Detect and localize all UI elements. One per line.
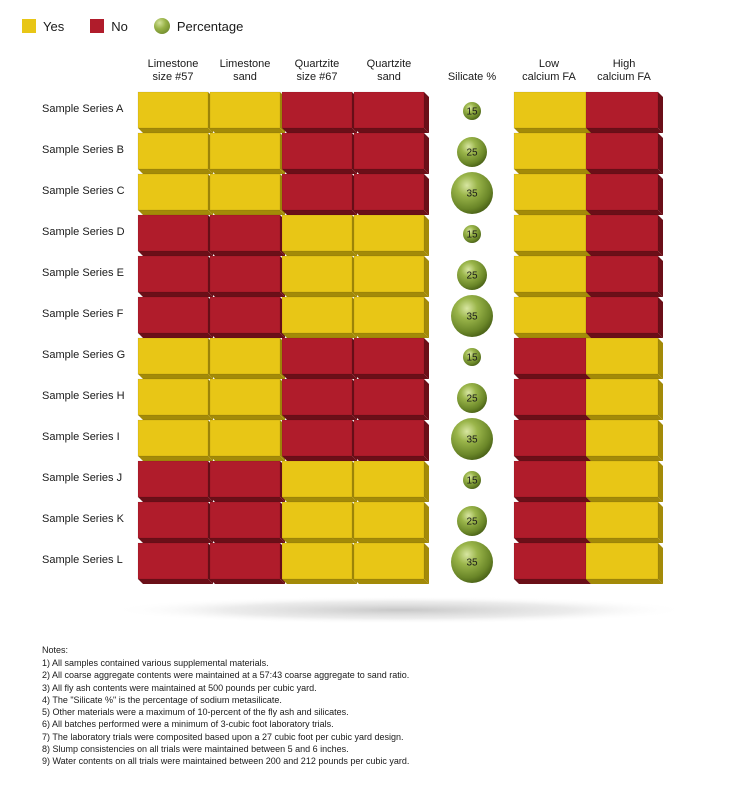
cell-aggregate-2	[210, 297, 285, 338]
row-label: Sample Series D	[42, 226, 125, 238]
cell-high-calcium-fa	[586, 420, 663, 461]
cell-low-calcium-fa	[514, 297, 591, 338]
row-label: Sample Series F	[42, 308, 124, 320]
row-label: Sample Series G	[42, 349, 126, 361]
cell-aggregate-2	[210, 420, 285, 461]
note-item: 1) All samples contained various supplemental materials.	[42, 658, 269, 668]
cell-aggregate-4	[354, 420, 429, 461]
cell-aggregate-4	[354, 297, 429, 338]
cell-low-calcium-fa	[514, 461, 591, 502]
header-quartzite-67: Quartzite size #67	[294, 58, 340, 83]
note-item: 2) All coarse aggregate contents were maintained at a 57:43 coarse aggregate to sand ratio.	[42, 670, 410, 681]
cell-aggregate-3	[282, 543, 357, 584]
cell-aggregate-3	[282, 297, 357, 338]
note-item: 3) All fly ash contents were maintained at 500 pounds per cubic yard.	[42, 682, 317, 693]
cell-aggregate-3	[282, 256, 357, 297]
silicate-value-label: 25	[466, 147, 478, 159]
notes-list	[42, 657, 409, 768]
cell-aggregate-3	[282, 338, 357, 379]
cell-low-calcium-fa	[514, 92, 591, 133]
cell-aggregate-1	[138, 92, 213, 133]
cell-aggregate-3	[282, 133, 357, 174]
silicate-value-label: 15	[466, 475, 478, 487]
row-label: Sample Series I	[42, 431, 120, 443]
header-low-calcium-fa: Low calcium FA	[522, 58, 576, 83]
silicate-value-label: 25	[466, 516, 478, 528]
floor-shadow	[110, 596, 690, 624]
cell-high-calcium-fa	[586, 461, 663, 502]
header-high-calcium-fa: High calcium FA	[597, 58, 651, 83]
cell-aggregate-4	[354, 215, 429, 256]
cell-aggregate-3	[282, 215, 357, 256]
cell-aggregate-1	[138, 379, 213, 420]
cell-high-calcium-fa	[586, 297, 663, 338]
cell-aggregate-1	[138, 502, 213, 543]
silicate-value-label: 35	[466, 311, 478, 323]
cell-aggregate-4	[354, 174, 429, 215]
cell-low-calcium-fa	[514, 379, 591, 420]
row-label: Sample Series J	[42, 472, 123, 484]
row-label: Sample Series H	[42, 390, 125, 402]
cell-aggregate-4	[354, 338, 429, 379]
cell-high-calcium-fa	[586, 174, 663, 215]
cell-high-calcium-fa	[586, 543, 663, 584]
silicate-value-label: 15	[466, 106, 478, 118]
silicate-value-label: 25	[466, 270, 478, 282]
cell-aggregate-1	[138, 256, 213, 297]
cell-aggregate-2	[210, 174, 285, 215]
cell-low-calcium-fa	[514, 420, 591, 461]
cell-low-calcium-fa	[514, 256, 591, 297]
notes-title: Notes:	[42, 645, 69, 655]
header-limestone-sand: Limestone sand	[219, 58, 271, 83]
cell-low-calcium-fa	[514, 174, 591, 215]
cell-aggregate-4	[354, 92, 429, 133]
legend-yes-label: Yes	[43, 18, 65, 34]
cell-aggregate-4	[354, 502, 429, 543]
cell-aggregate-2	[210, 92, 285, 133]
cell-aggregate-2	[210, 256, 285, 297]
cell-aggregate-4	[354, 461, 429, 502]
row-label: Sample Series B	[42, 144, 124, 156]
cell-aggregate-1	[138, 297, 213, 338]
row-label: Sample Series C	[42, 185, 125, 197]
note-item: 6) All batches performed were a minimum of 3-cubic foot laboratory trials.	[42, 719, 334, 730]
cell-aggregate-1	[138, 338, 213, 379]
legend-percentage-label: Percentage	[176, 18, 244, 34]
cell-aggregate-2	[210, 502, 285, 543]
silicate-value-label: 35	[466, 434, 478, 446]
cell-low-calcium-fa	[514, 133, 591, 174]
note-item: 8) Slump consistencies on all trials were maintained between 5 and 6 inches.	[42, 744, 349, 755]
cell-aggregate-4	[354, 543, 429, 584]
cell-aggregate-3	[282, 461, 357, 502]
header-limestone-57: Limestone size #57	[147, 58, 199, 83]
cell-low-calcium-fa	[514, 543, 591, 584]
cell-aggregate-3	[282, 379, 357, 420]
silicate-value-label: 15	[466, 352, 478, 364]
cell-aggregate-1	[138, 133, 213, 174]
cell-aggregate-1	[138, 215, 213, 256]
cell-high-calcium-fa	[586, 502, 663, 543]
cell-aggregate-4	[354, 379, 429, 420]
cell-low-calcium-fa	[514, 502, 591, 543]
cell-high-calcium-fa	[586, 338, 663, 379]
cell-aggregate-3	[282, 420, 357, 461]
cell-aggregate-2	[210, 133, 285, 174]
row-label: Sample Series E	[42, 267, 124, 279]
cell-aggregate-2	[210, 379, 285, 420]
row-label: Sample Series K	[42, 513, 124, 525]
cell-aggregate-2	[210, 543, 285, 584]
cell-aggregate-3	[282, 502, 357, 543]
header-quartzite-sand: Quartzite sand	[366, 58, 412, 83]
cell-high-calcium-fa	[586, 133, 663, 174]
header-silicate: Silicate %	[447, 71, 497, 83]
cell-high-calcium-fa	[586, 379, 663, 420]
cell-low-calcium-fa	[514, 215, 591, 256]
cell-aggregate-3	[282, 174, 357, 215]
note-item: 7) The laboratory trials were composited based upon a 27 cubic foot per cubic yard design.	[42, 731, 404, 742]
cell-aggregate-2	[210, 215, 285, 256]
cell-aggregate-1	[138, 174, 213, 215]
cell-low-calcium-fa	[514, 338, 591, 379]
cell-aggregate-2	[210, 461, 285, 502]
cell-aggregate-3	[282, 92, 357, 133]
cell-aggregate-4	[354, 133, 429, 174]
row-label: Sample Series A	[42, 103, 124, 115]
note-item: 9) Water contents on all trials were maintained between 200 and 212 pounds per cubic yard.	[42, 756, 410, 767]
cell-aggregate-4	[354, 256, 429, 297]
note-item: 4) The "Silicate %" is the percentage of sodium metasilicate.	[42, 694, 282, 705]
cell-high-calcium-fa	[586, 215, 663, 256]
cell-aggregate-1	[138, 420, 213, 461]
cell-aggregate-2	[210, 338, 285, 379]
silicate-value-label: 35	[466, 188, 478, 200]
cell-high-calcium-fa	[586, 256, 663, 297]
legend-no-label: No	[111, 18, 128, 34]
cell-high-calcium-fa	[586, 92, 663, 133]
row-label: Sample Series L	[42, 554, 123, 566]
cell-aggregate-1	[138, 461, 213, 502]
silicate-value-label: 25	[466, 393, 478, 405]
note-item: 5) Other materials were a maximum of 10-percent of the fly ash and silicates.	[42, 707, 349, 718]
cell-aggregate-1	[138, 543, 213, 584]
silicate-value-label: 35	[466, 557, 478, 569]
silicate-value-label: 15	[466, 229, 478, 241]
